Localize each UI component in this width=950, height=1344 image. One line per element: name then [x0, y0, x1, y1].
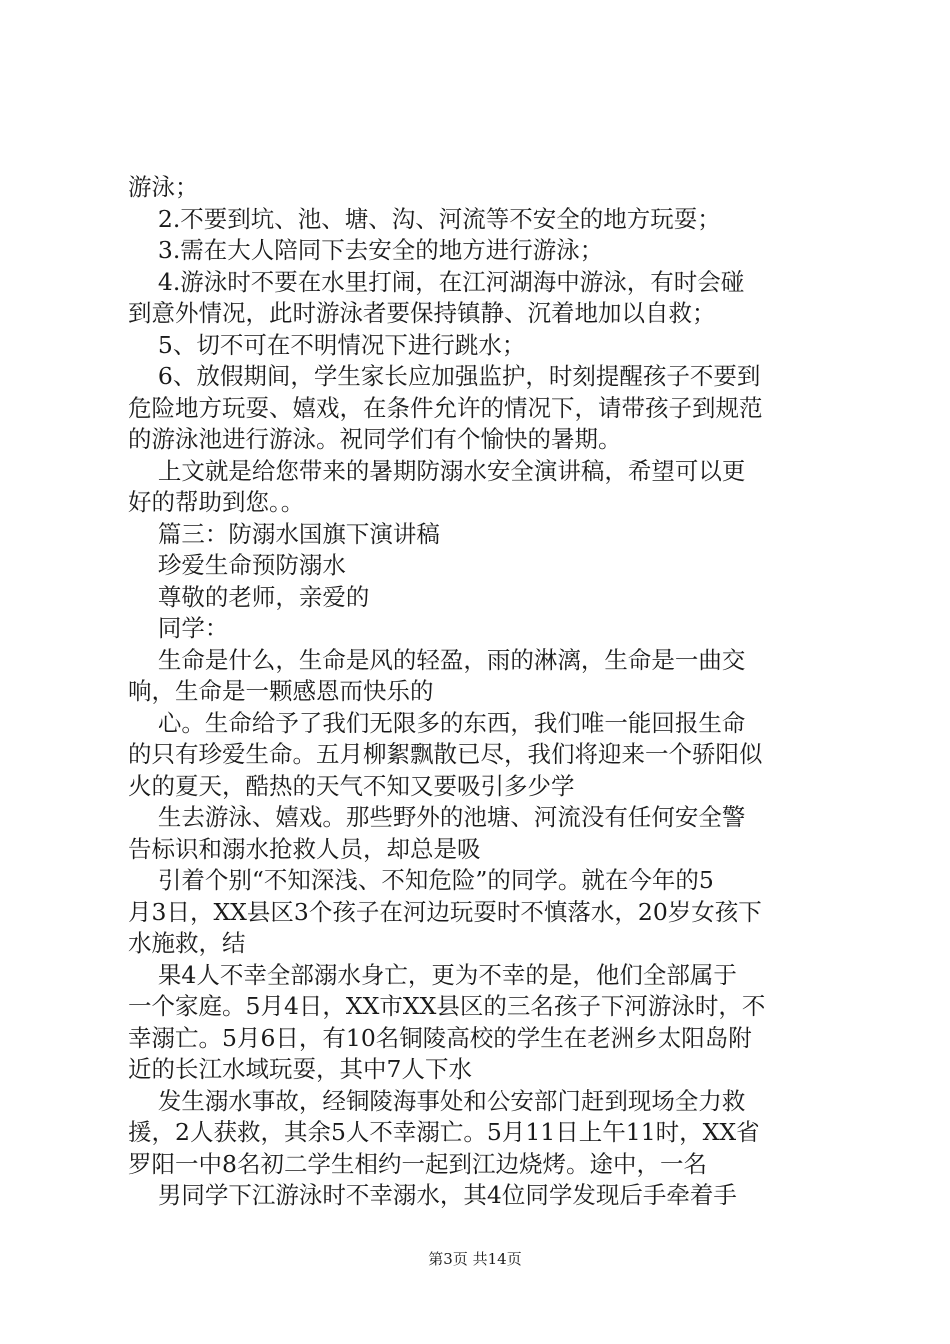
section-heading: 篇三：防溺水国旗下演讲稿: [128, 519, 440, 548]
text-line: 尊敬的老师，亲爱的: [128, 582, 370, 611]
text-line: 到意外情况，此时游泳者要保持镇静、沉着地加以自救；: [128, 299, 716, 327]
text-line: 果4人不幸全部溺水身亡，更为不幸的是，他们全部属于: [128, 960, 737, 989]
text-line: 3.需在大人陪同下去安全的地方进行游泳；: [128, 236, 604, 264]
text-line: 男同学下江游泳时不幸溺水，其4位同学发现后手牵着手: [128, 1181, 737, 1209]
text-line: 4.游泳时不要在水里打闹，在江河湖海中游泳，有时会碰: [128, 267, 745, 296]
text-line: 一个家庭。5月4日，XX市XX县区的三名孩子下河游泳时，不: [128, 992, 766, 1020]
text-line: 罗阳一中8名初二学生相约一起到江边烧烤。途中，一名: [128, 1149, 707, 1178]
text-line: 的只有珍爱生命。五月柳絮飘散已尽，我们将迎来一个骄阳似: [128, 740, 763, 768]
text-line: 月3日，XX县区3个孩子在河边玩耍时不慎落水，20岁女孩下: [128, 897, 762, 926]
text-line: 上文就是给您带来的暑期防溺水安全演讲稿，希望可以更: [128, 456, 746, 485]
text-line: 的游泳池进行游泳。祝同学们有个愉快的暑期。: [128, 425, 622, 453]
text-line: 火的夏天，酷热的天气不知又要吸引多少学: [128, 771, 575, 800]
text-line: 告标识和溺水抢救人员，却总是吸: [128, 834, 481, 863]
text-line: 水施救，结: [128, 929, 246, 957]
text-line: 危险地方玩耍、嬉戏，在条件允许的情况下，请带孩子到规范: [128, 393, 763, 422]
text-line: 援，2人获救，其余5人不幸溺亡。5月11日上午11时，XX省: [128, 1118, 760, 1146]
text-line: 5、切不可在不明情况下进行跳水；: [128, 330, 526, 359]
document-body: [128, 172, 832, 1212]
text-line: 近的长江水域玩耍，其中7人下水: [128, 1055, 472, 1083]
speech-title: 珍爱生命预防溺水: [128, 551, 346, 579]
text-line: 生命是什么，生命是风的轻盈，雨的淋漓，生命是一曲交: [128, 645, 746, 674]
text-line: 6、放假期间，学生家长应加强监护，时刻提醒孩子不要到: [128, 362, 761, 390]
text-line: 引着个别“不知深浅、不知危险”的同学。就在今年的5: [128, 866, 714, 894]
text-line: 发生溺水事故，经铜陵海事处和公安部门赶到现场全力救: [128, 1086, 746, 1115]
text-line: 游泳；: [128, 173, 199, 201]
text-line: 2.不要到坑、池、塘、沟、河流等不安全的地方玩耍；: [128, 204, 721, 233]
text-line: 心。生命给予了我们无限多的东西，我们唯一能回报生命: [128, 708, 746, 737]
text-line: 幸溺亡。5月6日，有10名铜陵高校的学生在老洲乡太阳岛附: [128, 1023, 752, 1052]
text-line: 好的帮助到您。。: [128, 488, 305, 516]
text-line: 响，生命是一颗感恩而快乐的: [128, 677, 434, 705]
text-line: 生去游泳、嬉戏。那些野外的池塘、河流没有任何安全警: [128, 803, 746, 831]
text-line: 同学：: [128, 614, 229, 642]
page-number-footer: 第3页 共14页: [428, 1250, 522, 1268]
